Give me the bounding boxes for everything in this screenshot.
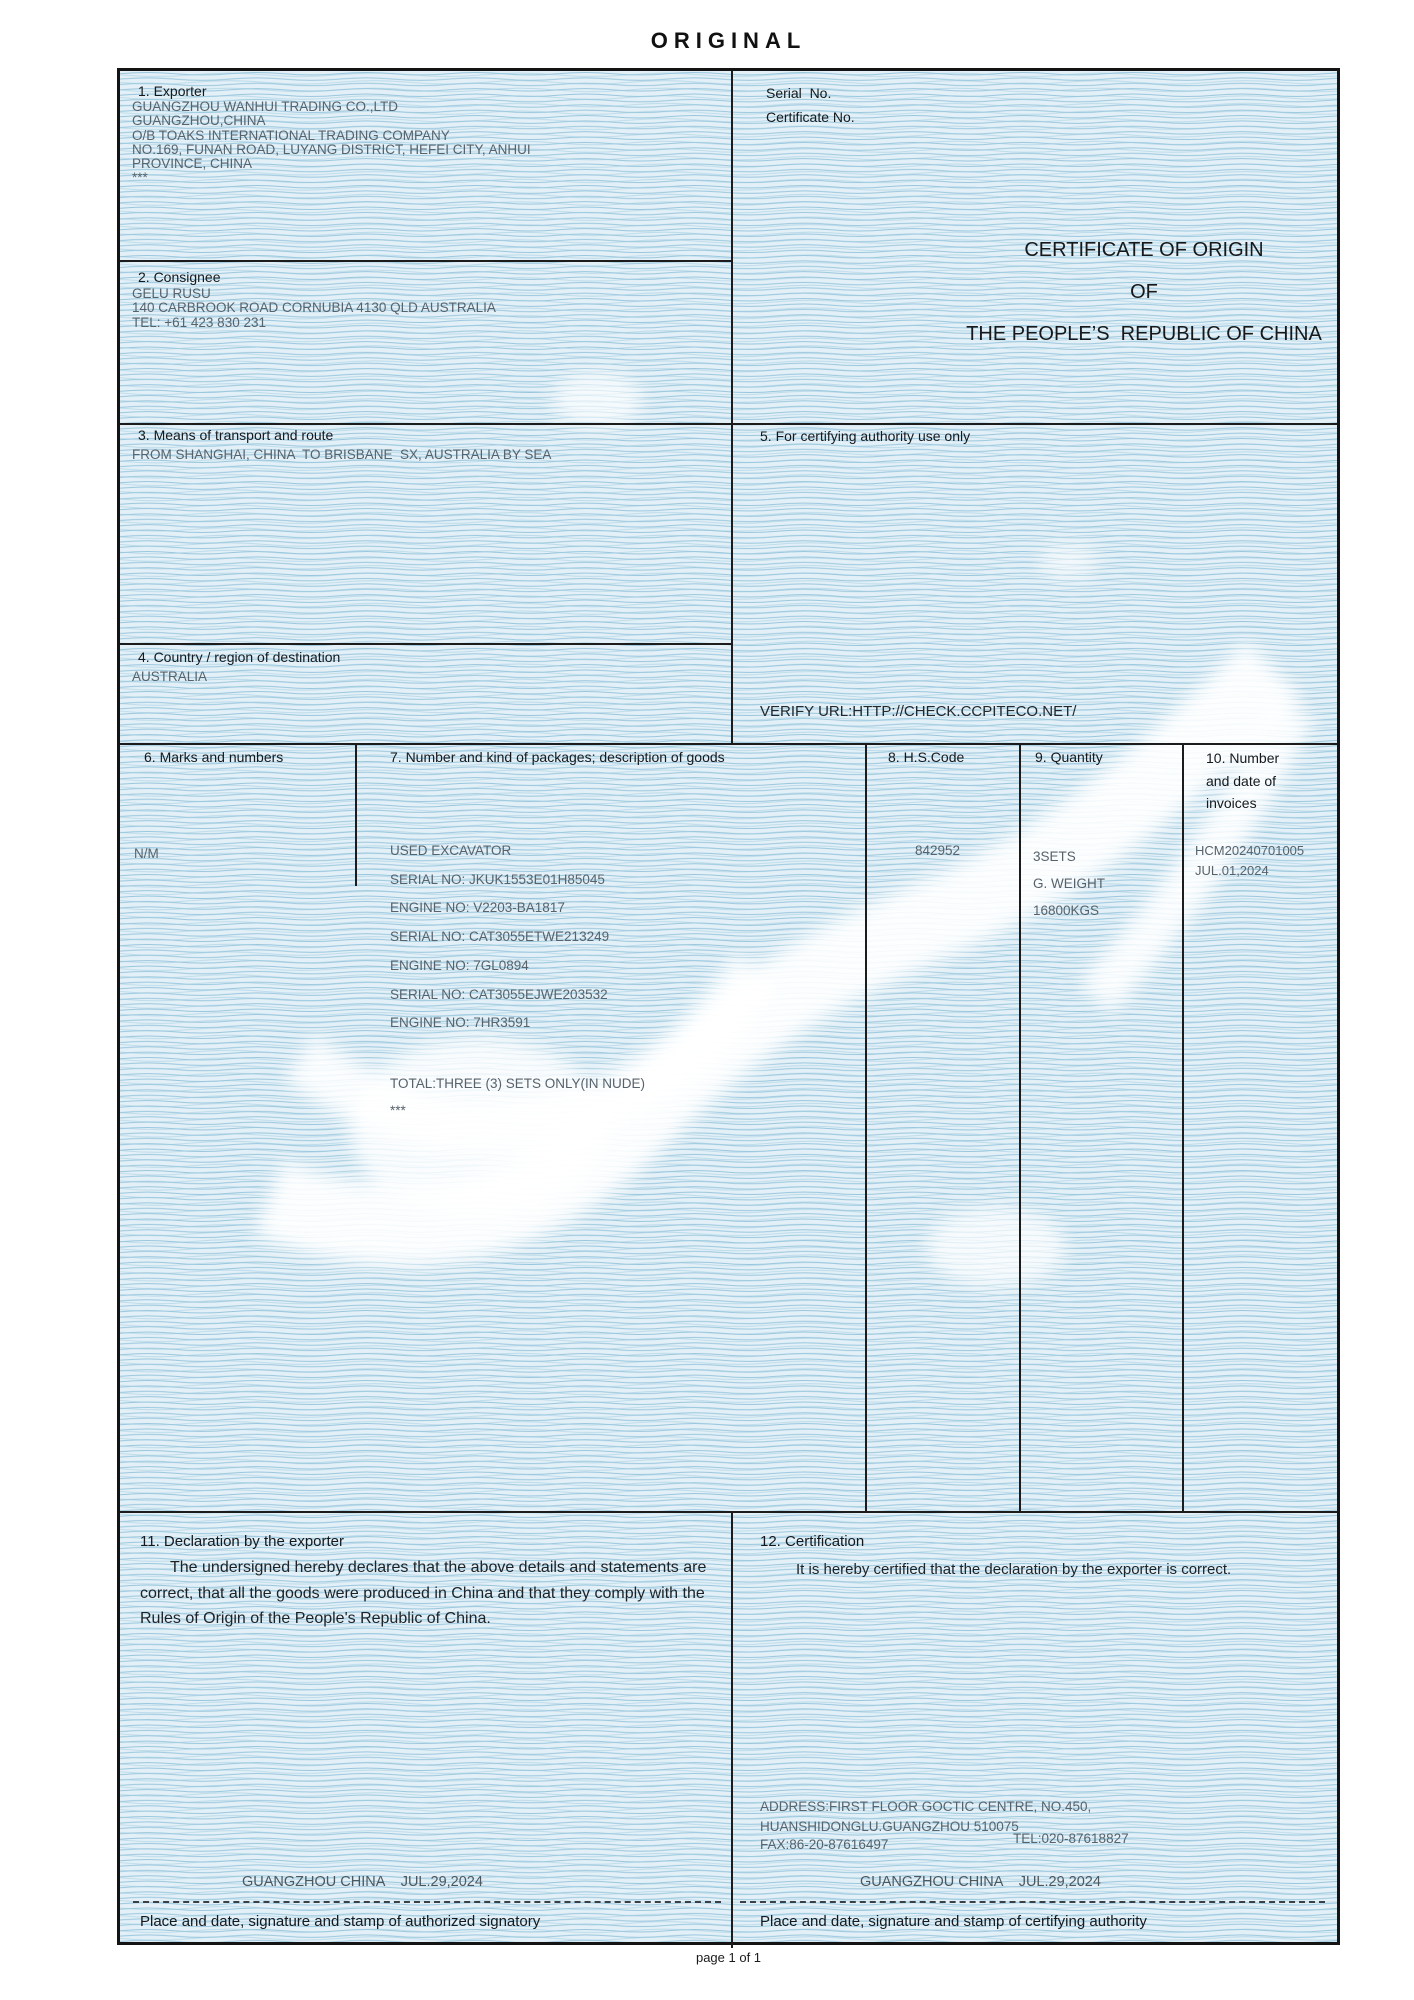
declaration-signature-label: Place and date, signature and stamp of authorized signatory — [140, 1913, 541, 1930]
certification-address: ADDRESS:FIRST FLOOR GOCTIC CENTRE, NO.450, HUANSHIDONGLU.GUANGZHOU 510075 — [760, 1799, 1092, 1834]
col-invoice-header: 10. Number and date of invoices — [1206, 750, 1280, 811]
col-hscode-header: 8. H.S.Code — [888, 749, 965, 765]
serial-no-label: Serial No. — [766, 85, 832, 101]
certificate-title-line1: CERTIFICATE OF ORIGIN — [1024, 239, 1264, 261]
divider-col-9-10 — [1182, 743, 1184, 1511]
divider-declaration-certification — [731, 1511, 733, 1948]
declaration-place-date: GUANGZHOU CHINA JUL.29,2024 — [242, 1874, 483, 1890]
marks-value: N/M — [134, 846, 159, 861]
certification-fax: FAX:86-20-87616497 — [760, 1837, 889, 1852]
col-quantity-header: 9. Quantity — [1035, 749, 1103, 765]
hscode-value: 842952 — [915, 843, 961, 858]
certificate-no-label: Certificate No. — [766, 109, 855, 125]
destination-label: 4. Country / region of destination — [138, 649, 341, 665]
divider-left-right-top — [731, 71, 733, 743]
divider-table-top — [120, 743, 1337, 745]
verify-url: VERIFY URL:HTTP://CHECK.CCPITECO.NET/ — [760, 703, 1077, 720]
declaration-label: 11. Declaration by the exporter — [140, 1533, 345, 1550]
exporter-address: GUANGZHOU WANHUI TRADING CO.,LTD GUANGZHOU,CHINA O/B TOAKS INTERNATIONAL TRADING COMPANY NO.169, FUNAN ROAD, LUYANG DISTRICT, HEFEI CITY, ANHUI PROVINCE, CHINA *** — [132, 99, 531, 186]
divider-col-7-8 — [865, 743, 867, 1511]
exporter-label: 1. Exporter — [138, 83, 207, 99]
declaration-signature-line — [133, 1901, 721, 1903]
divider-col-8-9 — [1019, 743, 1021, 1511]
divider-transport-destination — [120, 643, 731, 645]
divider-table-bottom — [120, 1511, 1337, 1513]
declaration-text: The undersigned hereby declares that the above details and statements are correct, that all the goods were produced in China and that they comply with the Rules of Origin of the People's Republic of China. — [140, 1559, 707, 1627]
certification-signature-label: Place and date, signature and stamp of certifying authority — [760, 1913, 1147, 1930]
page-number: page 1 of 1 — [695, 1950, 762, 1965]
goods-total-line: TOTAL:THREE (3) SETS ONLY(IN NUDE) — [390, 1076, 646, 1091]
col-marks-header: 6. Marks and numbers — [144, 749, 284, 765]
quantity-value: 3SETS G. WEIGHT 16800KGS — [1033, 849, 1105, 918]
invoice-value: HCM20240701005 JUL.01,2024 — [1195, 843, 1305, 878]
certification-signature-line — [740, 1901, 1325, 1903]
authority-label: 5. For certifying authority use only — [760, 428, 971, 444]
transport-label: 3. Means of transport and route — [138, 427, 334, 443]
divider-exporter-consignee — [120, 260, 731, 262]
divider-col-6-7 — [355, 743, 357, 886]
original-watermark-title: ORIGINAL — [650, 28, 807, 53]
certificate-title-line2: OF — [1130, 281, 1158, 303]
certification-label: 12. Certification — [760, 1533, 865, 1550]
destination-value: AUSTRALIA — [132, 669, 208, 684]
goods-description: USED EXCAVATOR SERIAL NO: JKUK1553E01H85045 ENGINE NO: V2203-BA1817 SERIAL NO: CAT3055ETWE213249 ENGINE NO: 7GL0894 SERIAL NO: CAT3055EJWE203532 ENGINE NO: 7HR3591 — [390, 843, 610, 1031]
certification-place-date: GUANGZHOU CHINA JUL.29,2024 — [860, 1874, 1101, 1890]
col-packages-header: 7. Number and kind of packages; description of goods — [390, 749, 725, 765]
consignee-label: 2. Consignee — [138, 269, 221, 285]
consignee-address: GELU RUSU 140 CARBROOK ROAD CORNUBIA 4130 QLD AUSTRALIA TEL: +61 423 830 231 — [132, 286, 496, 330]
transport-value: FROM SHANGHAI, CHINA TO BRISBANE SX, AUSTRALIA BY SEA — [132, 447, 552, 462]
certificate-title — [956, 229, 1332, 355]
certificate-title-line3: THE PEOPLE’S REPUBLIC OF CHINA — [966, 323, 1322, 345]
certification-text: It is hereby certified that the declaration by the exporter is correct. — [796, 1561, 1232, 1578]
divider-row2-row3 — [120, 423, 1337, 425]
certification-tel: TEL:020-87618827 — [1013, 1831, 1129, 1846]
goods-stars: *** — [390, 1103, 406, 1118]
certificate-form — [117, 68, 1340, 1945]
